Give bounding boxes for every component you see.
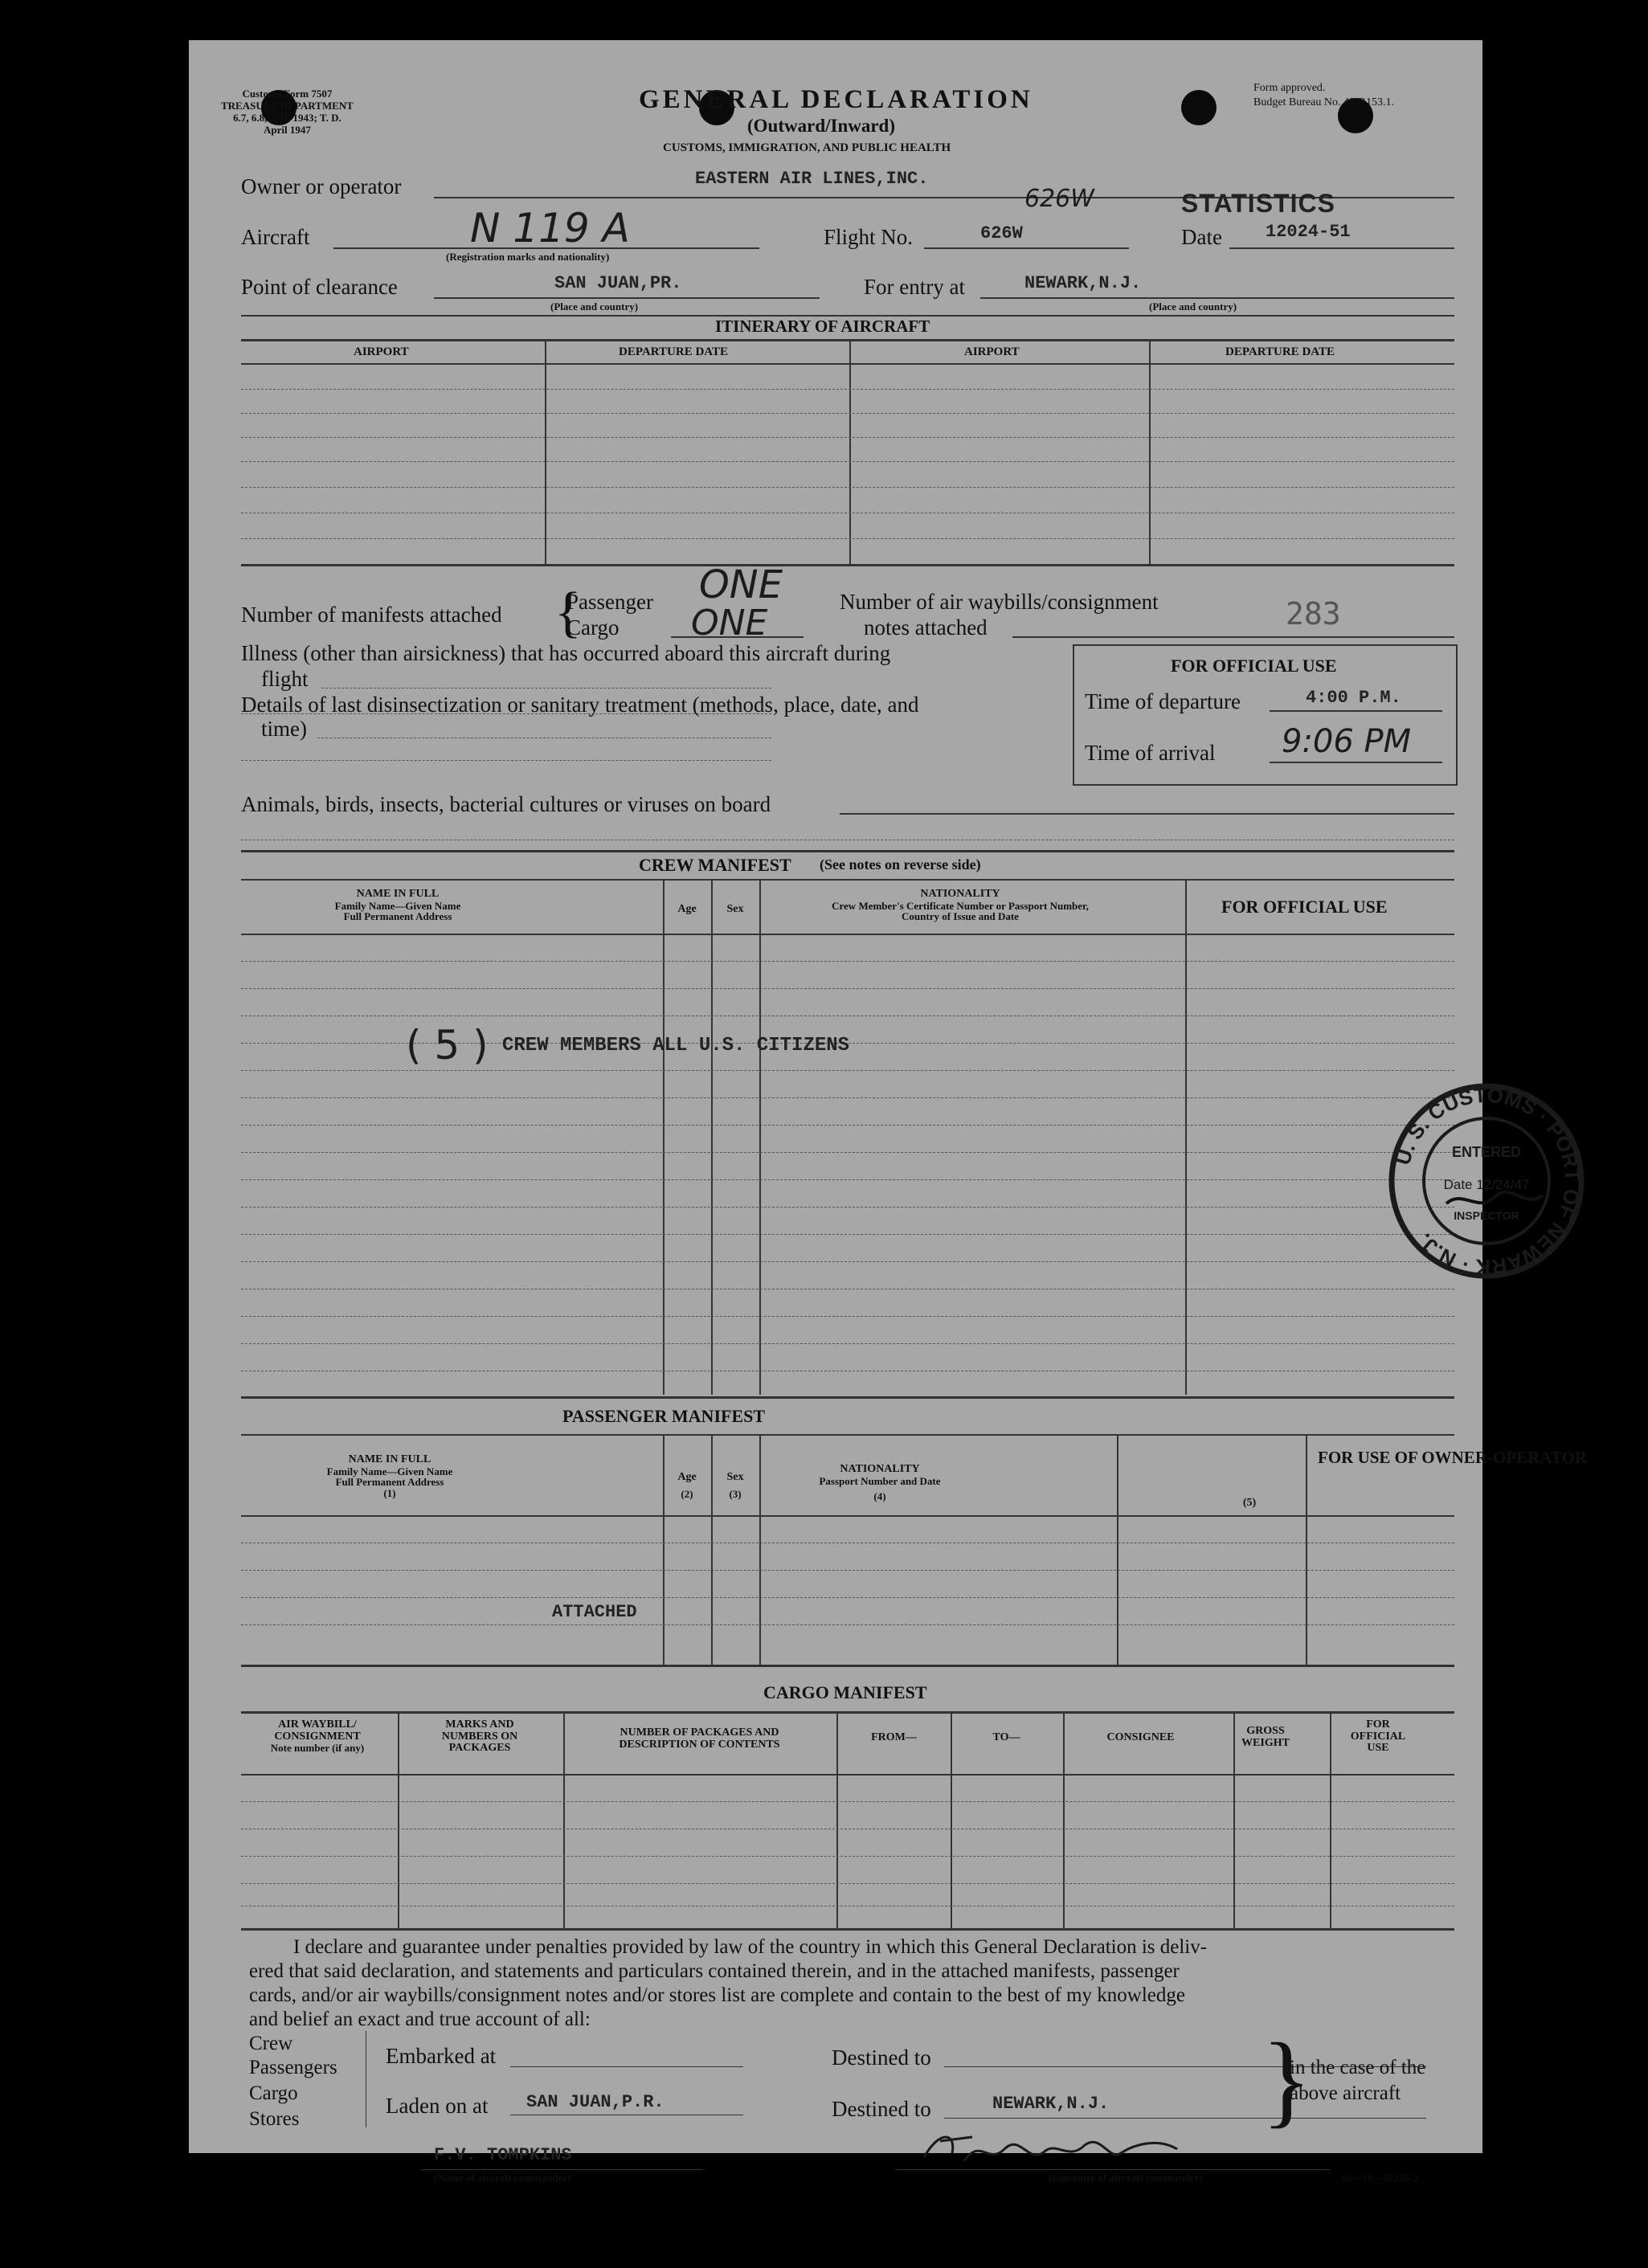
print-code: e6—16—52255-2 (1342, 2172, 1418, 2184)
decl-crew: Crew (249, 2033, 293, 2054)
case-text-1: in the case of the (1290, 2057, 1426, 2078)
disinsect-label-2: time) (261, 717, 307, 741)
arrival-time-value: 9:06 PM (1282, 723, 1412, 760)
passenger-col-5: (5) (1242, 1497, 1257, 1509)
entry-caption: (Place and country) (1149, 300, 1237, 313)
aircraft-caption: (Registration marks and nationality) (446, 251, 610, 263)
illness-label: Illness (other than airsickness) that has occurred aboard this aircraft during (241, 641, 891, 665)
cargo-manifest-title: CARGO MANIFEST (763, 1682, 927, 1702)
cargo-col-marks (399, 1719, 560, 1755)
cargo-col-label: WEIGHT (1241, 1736, 1290, 1749)
arrival-time-label: Time of arrival (1085, 741, 1216, 765)
departure-time-label: Time of departure (1085, 689, 1241, 713)
cargo-col-consignee: CONSIGNEE (1106, 1731, 1175, 1743)
passenger-col-nat-sub: Passport Number and Date (819, 1474, 941, 1487)
decl-stores: Stores (249, 2108, 300, 2130)
crew-col-name-label: NAME IN FULL (356, 888, 440, 900)
cargo-col-label: MARKS AND (445, 1718, 514, 1731)
manifests-label: Number of manifests attached (241, 603, 502, 627)
passenger-col-name-label: NAME IN FULL (348, 1453, 431, 1465)
clearance-label: Point of clearance (241, 275, 398, 299)
flight-handwritten: 626W (1024, 185, 1094, 213)
cargo-col-label: NUMBERS ON (441, 1730, 518, 1743)
cargo-col-label: AIR WAYBILL/ (278, 1718, 357, 1731)
commander-caption: (Name of aircraft commander) (434, 2172, 571, 2184)
cargo-col-packages (565, 1727, 834, 1751)
passenger-entry: ATTACHED (552, 1602, 637, 1622)
crew-col-sex: Sex (726, 903, 744, 915)
cargo-col-label: PACKAGES (448, 1742, 511, 1755)
itinerary-title: ITINERARY OF AIRCRAFT (715, 317, 930, 336)
passenger-col-num: (3) (729, 1487, 742, 1500)
passenger-col-num: (1) (383, 1486, 396, 1499)
cargo-manifest-value: ONE (691, 603, 768, 644)
agencies-line: CUSTOMS, IMMIGRATION, AND PUBLIC HEALTH (663, 141, 951, 154)
date-value: 12024-51 (1266, 222, 1351, 242)
crew-count: ( 5 ) (406, 1022, 489, 1069)
destined-label-2: Destined to (832, 2097, 931, 2121)
passenger-col-sex-label: Sex (726, 1471, 744, 1483)
waybills-label: Number of air waybills/consignment (840, 590, 1159, 614)
crew-col-nationality (759, 889, 1161, 922)
entry-value: NEWARK,N.J. (1024, 273, 1142, 293)
passenger-col-name-sub: Family Name—Given Name (326, 1465, 453, 1477)
signature-caption: (Signature of aircraft commander) (1049, 2172, 1203, 2184)
form-subtitle: (Outward/Inward) (747, 116, 896, 136)
declaration-line: I declare and guarantee under penalties provided by law of the country in which this General Declaration is deliv- (293, 1936, 1208, 1958)
crew-col-name (241, 889, 554, 922)
declaration-line: ered that said declaration, and statements and particulars contained therein, and in the attached manifests, passenger (249, 1960, 1180, 1982)
passenger-manifest-label: Passenger (566, 590, 653, 614)
aircraft-label: Aircraft (241, 225, 310, 249)
crew-manifest-title: CREW MANIFEST (639, 855, 791, 875)
stamp-entered: ENTERED (1451, 1144, 1522, 1160)
cargo-col-label: OFFICIAL (1350, 1730, 1406, 1743)
owner-value: EASTERN AIR LINES,INC. (695, 169, 929, 189)
form-id-line: Customs Form 7507 (242, 88, 333, 100)
statistics-stamp: STATISTICS (1181, 189, 1335, 218)
passenger-col-nat-label: NATIONALITY (840, 1463, 920, 1475)
laden-label: Laden on at (386, 2094, 489, 2118)
clearance-value: SAN JUAN,PR. (554, 273, 682, 293)
stamp-date: Date 12/24/47 (1443, 1177, 1530, 1192)
destined-label-1: Destined to (832, 2045, 931, 2070)
crew-col-official: FOR OFFICIAL USE (1221, 897, 1388, 917)
passenger-col-sex (711, 1472, 759, 1499)
declaration-line: and belief an exact and true account of all: (249, 2009, 591, 2030)
passenger-manifest-value: ONE (699, 562, 783, 607)
cargo-col-label: USE (1367, 1742, 1389, 1755)
embarked-label: Embarked at (386, 2044, 497, 2068)
crew-entry: CREW MEMBERS ALL U.S. CITIZENS (502, 1035, 850, 1056)
cargo-col-from: FROM— (871, 1731, 917, 1743)
cargo-col-label: NUMBER OF PACKAGES AND (620, 1727, 779, 1739)
stamp-outer-text: U. S. CUSTOMS · PORT OF NEWARK · N.J. (1390, 1082, 1585, 1280)
cargo-col-label: Note number (if any) (270, 1742, 365, 1755)
cargo-col-waybill (241, 1719, 394, 1754)
decl-cargo: Cargo (249, 2082, 298, 2104)
clearance-caption: (Place and country) (550, 300, 639, 313)
form-id-line: 6.7, 6.8, ... D. 1943; T. D. (233, 111, 341, 124)
cargo-col-official (1330, 1719, 1426, 1755)
flight-value: 626W (980, 223, 1023, 243)
passenger-manifest-title: PASSENGER MANIFEST (562, 1406, 766, 1426)
passenger-col-age (663, 1472, 711, 1499)
crew-manifest-note: (See notes on reverse side) (820, 856, 981, 872)
cargo-col-label: GROSS (1246, 1725, 1285, 1737)
form-id-line: TREASURY DEPARTMENT (221, 99, 354, 112)
animals-label: Animals, birds, insects, bacterial cultures or viruses on board (241, 792, 771, 816)
declaration-form: Customs Form 7507 TREASURY DEPARTMENT 6.7, 6.8, ... D. 1943; T. D. April 1947 GENERAL DECLARATION (Outward/Inward) CUSTOMS, IMMIGRATION, AND PUBLIC HEALTH Form approved. Budget Bureau No. 48-R153.1. Owner or operator EASTERN AIR LINES,INC. 626W STATISTICS Aircraft N 119 A (Registration marks and nationality) Flight No. 626W Date 12024-51 Point of clearance SAN JUAN,PR. (Place and country) For entry at NEWARK,N.J. (Place and country) ITINERARY OF AIRCRAFT AIRPORT DEPARTURE DATE AIRPORT DEPARTURE DATE Number of manifests attached { Passenger Cargo ONE ONE Number of air waybills/consignment notes attached 283 Illness (other than airsickness) that has occurred aboard this aircraft during flight Details of last disinsectization or sanitary treatment (methods, place, date, and time) Animals, birds, insects, bacterial cultures or viruses on board FOR OFFICIAL USE Time of departure 4:00 P.M. Time of arrival 9:06 PM CREW MANIFEST (See notes on reverse side) NAME IN FULL Family Name—Given Name Full Permanent Address Age Sex NATIONALITY Crew Member's Certificate Number or Passport Number, Country of Issue and Date FOR OFFICIAL USE ( 5 ) CREW MEMBERS ALL U.S. CITIZENS U. S. CUSTOMS · PORT OF NEWARK · N.J. ENTERED Date 12/24/47 INSPECTOR PASSENGER MANIFEST NAME IN FULL Family Name—Given Name Full Permanent Address (1) Age (2) Sex (3) NATIONALITY Passport Number and Date (4) (5) FOR USE OF OWNER-OPERATOR ATTACHED CARGO MANIFEST AIR WAYBILL/ CONSIGNMENT Note number (if any) MARKS AND NUMBERS ON PACKAGES NUMBER OF PACKAGES AND DESCRIPTION OF CONTENTS FROM— TO— CONSIGNEE GROSS WEIGHT FOR OFFICIAL USE I declare and guarantee under penalties provided by law of the country in which this General Declaration is deliv- ered that said declaration, and statements and particulars contained therein, and in the attached manifests, passenger cards, and/or air waybills/consignment notes and/or stores list are complete and contain to the best of my knowledge and belief an exact and true account of all: Crew Passengers Cargo Stores Embarked at Destined to Laden on at SAN JUAN,P.R. Destined to NEWARK,N.J. } in the case of the above aircraft F.V. TOMPKINS (Name of aircraft commander) (Signature of aircraft commander) e6—16—52255-2 (189, 40, 1482, 2153)
case-text-2: above aircraft (1290, 2082, 1401, 2104)
cargo-manifest-label: Cargo (566, 615, 620, 640)
disinsect-label: Details of last disinsectization or sanitary treatment (methods, place, date, and (241, 693, 919, 717)
crew-col-nat-sub: Country of Issue and Date (902, 910, 1019, 923)
crew-col-name-sub: Full Permanent Address (343, 910, 452, 923)
passenger-col-owner: FOR USE OF OWNER-OPERATOR (1318, 1448, 1588, 1467)
departure-time-value: 4:00 P.M. (1306, 688, 1401, 708)
customs-stamp (1382, 1077, 1591, 1285)
date-label: Date (1181, 225, 1222, 249)
form-id-block (221, 88, 354, 137)
passenger-col-num: (4) (873, 1490, 886, 1503)
passenger-col-num: (2) (681, 1487, 693, 1500)
form-approved: Form approved. (1253, 82, 1326, 94)
owner-label: Owner or operator (241, 174, 402, 198)
cargo-col-label: DESCRIPTION OF CONTENTS (619, 1738, 780, 1751)
decl-passengers: Passengers (249, 2057, 337, 2078)
cargo-col-label: CONSIGNMENT (274, 1730, 361, 1743)
waybills-value: 283 (1286, 596, 1341, 631)
illness-label-2: flight (261, 667, 309, 691)
destined-value: NEWARK,N.J. (992, 2094, 1110, 2114)
crew-col-nat-sub: Crew Member's Certificate Number or Passport Number, (832, 899, 1089, 912)
cargo-col-to: TO— (992, 1731, 1020, 1743)
crew-col-nat-label: NATIONALITY (920, 888, 1000, 900)
passenger-col-nationality (759, 1464, 1000, 1502)
entry-label: For entry at (864, 275, 965, 299)
cargo-col-label: FOR (1366, 1718, 1390, 1731)
budget-bureau: Budget Bureau No. 48-R153.1. (1253, 96, 1394, 108)
itinerary-col-airport: AIRPORT (354, 345, 409, 358)
itinerary-col-departure: DEPARTURE DATE (619, 345, 729, 358)
crew-col-age: Age (677, 903, 697, 915)
passenger-col-name-sub: Full Permanent Address (335, 1476, 444, 1489)
commander-name: F.V. TOMPKINS (434, 2145, 572, 2165)
laden-value: SAN JUAN,P.R. (526, 2092, 665, 2112)
form-id-line: April 1947 (263, 123, 311, 136)
flight-label: Flight No. (824, 225, 914, 249)
crew-col-name-sub: Family Name—Given Name (334, 899, 461, 912)
stamp-inspector: INSPECTOR (1454, 1209, 1519, 1222)
passenger-col-name (241, 1454, 538, 1499)
form-title: GENERAL DECLARATION (639, 85, 1033, 114)
official-use-title: FOR OFFICIAL USE (1171, 656, 1337, 676)
declaration-line: cards, and/or air waybills/consignment notes and/or stores list are complete and contain to the best of my knowledge (249, 1984, 1185, 2006)
itinerary-col-departure: DEPARTURE DATE (1225, 345, 1335, 358)
cargo-col-weight (1217, 1726, 1314, 1749)
passenger-col-age-label: Age (677, 1471, 697, 1483)
aircraft-value: N 119 A (470, 205, 630, 251)
punch-hole (1181, 90, 1217, 125)
itinerary-col-airport: AIRPORT (964, 345, 1020, 358)
waybills-label-2: notes attached (864, 615, 988, 640)
